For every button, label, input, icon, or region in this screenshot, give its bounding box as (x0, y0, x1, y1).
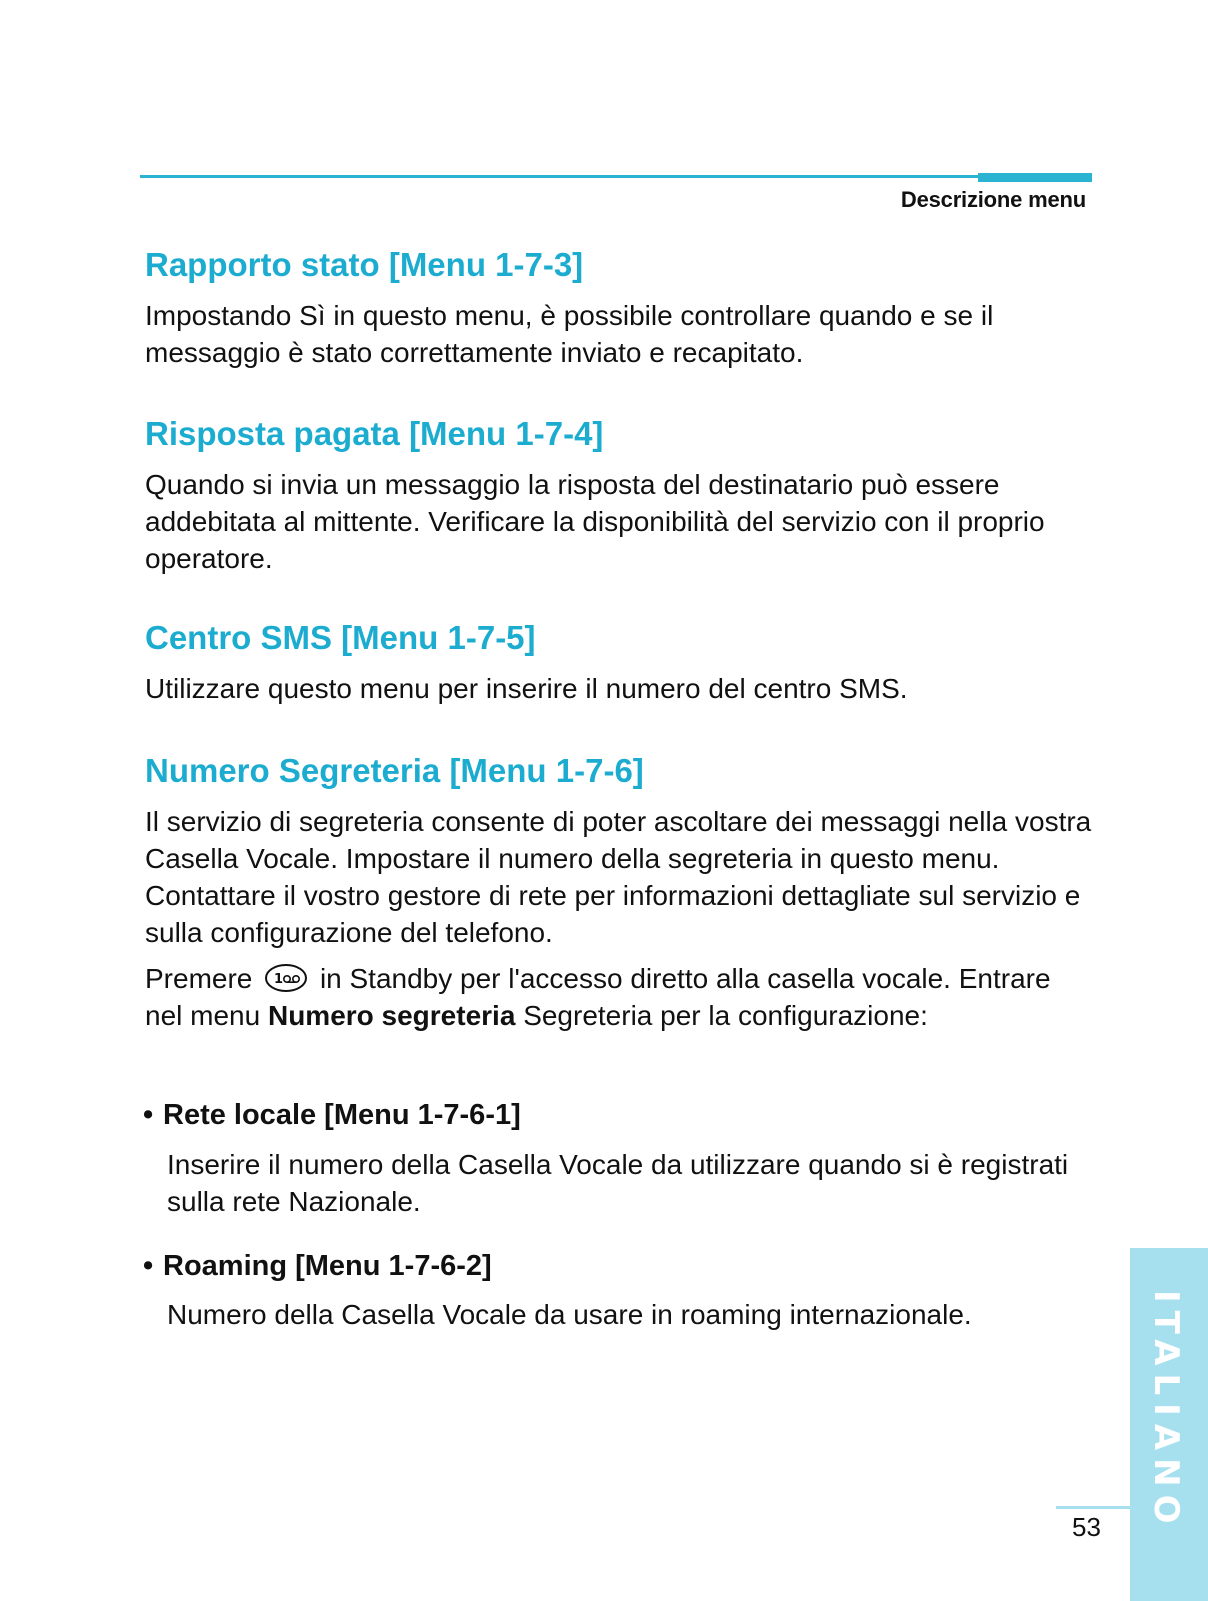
section-text-numero-segreteria: Il servizio di segreteria consente di poter ascoltare dei messaggi nella vostra Casella Vocale. Impostare il numero della segreteria in questo menu. Contattare il vostro gestore di rete per informazioni dettagliate sul servizio e sulla configurazione del telefono. (145, 806, 1092, 948)
section-text-rapporto-stato: Impostando Sì in questo menu, è possibile controllare quando e se il messaggio è stato correttamente inviato e recapitato. (145, 300, 994, 368)
voicemail-menu-name: Numero segreteria (267, 1000, 516, 1031)
bullet-title-roaming (143, 1248, 492, 1284)
bullet-dot: • (143, 1250, 154, 1282)
voicemail-instructions-part3: Segreteria per la configurazione: (523, 1000, 928, 1031)
section-title-centro-sms: Centro SMS [Menu 1-7-5] (145, 619, 536, 656)
voicemail-instructions-part1: Premere (145, 963, 253, 994)
page-number: 53 (1072, 1512, 1101, 1542)
bullet-text-roaming: Numero della Casella Vocale da usare in roaming internazionale. (167, 1299, 972, 1330)
section-title-rapporto-stato: Rapporto stato [Menu 1-7-3] (145, 246, 584, 283)
svg-text:1: 1 (274, 972, 284, 987)
bullet-text-rete-locale: Inserire il numero della Casella Vocale da utilizzare quando si è registrati sulla rete Nazionale. (167, 1149, 1069, 1217)
bullet-title-rete-locale-text: Rete locale [Menu 1-7-6-1] (163, 1099, 521, 1131)
voicemail-instructions (145, 960, 1095, 1034)
page-number-rule (1056, 1506, 1130, 1509)
header-rule (140, 175, 1092, 178)
header-rule-accent (978, 173, 1092, 182)
voicemail-instructions-part2: in Standby per l'accesso diretto alla casella vocale. Entrare nel menu (145, 963, 1051, 1031)
section-title-numero-segreteria: Numero Segreteria [Menu 1-7-6] (145, 752, 644, 789)
language-side-tab-label: ITALIANO (1146, 1290, 1186, 1532)
voicemail-1-key-icon (264, 963, 308, 993)
section-title-risposta-pagata: Risposta pagata [Menu 1-7-4] (145, 415, 604, 452)
bullet-dot: • (143, 1099, 154, 1131)
bullet-title-roaming-text: Roaming [Menu 1-7-6-2] (163, 1250, 492, 1282)
header-title: Descrizione menu (900, 187, 1086, 212)
bullet-title-rete-locale (143, 1097, 521, 1133)
section-text-centro-sms: Utilizzare questo menu per inserire il numero del centro SMS. (145, 673, 908, 704)
section-text-risposta-pagata: Quando si invia un messaggio la risposta del destinatario può essere addebitata al mittente. Verificare la disponibilità del servizio con il proprio operatore. (145, 469, 1045, 574)
